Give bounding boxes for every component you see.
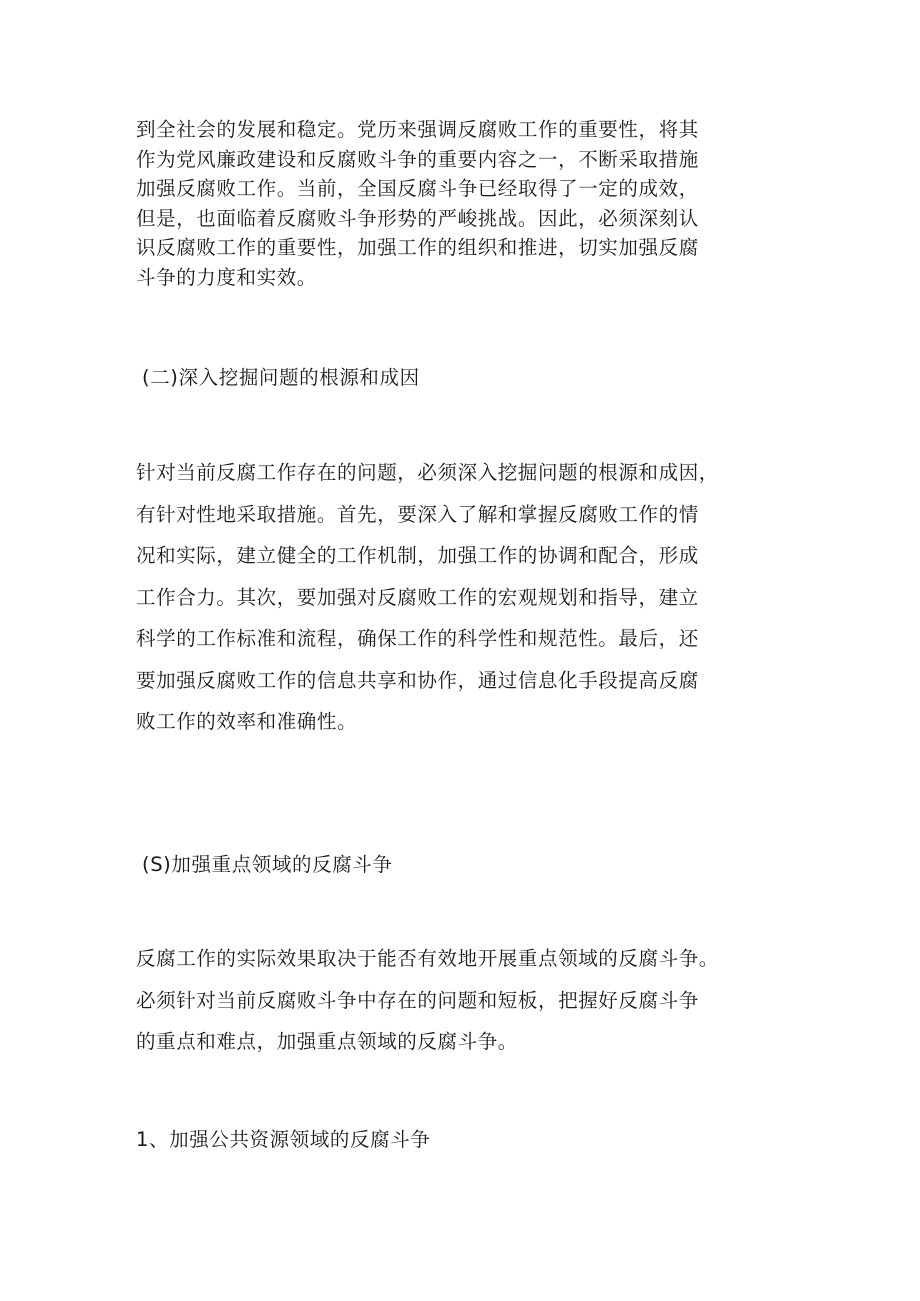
paragraph-line: 作为党风廉政建设和反腐败斗争的重要内容之一，不断采取措施 (136, 147, 699, 171)
paragraph-line: 科学的工作标准和流程，确保工作的科学性和规范性。最后，还 (136, 627, 699, 650)
paragraph-intro (136, 115, 816, 292)
paragraph-line: 有针对性地采取措施。首先，要深入了解和掌握反腐败工作的情 (136, 502, 699, 526)
subheading-1: 1、加强公共资源领域的反腐斗争 (136, 1128, 431, 1151)
paragraph-line: 斗争的力度和实效。 (136, 265, 317, 289)
paragraph-line: 针对当前反腐工作存在的问题，必须深入挖掘问题的根源和成因， (136, 461, 719, 484)
paragraph-line: 但是，也面临着反腐败斗争形势的严峻挑战。因此，必须深刻认 (136, 206, 699, 230)
paragraph-line: 反腐工作的实际效果取决于能否有效地开展重点领域的反腐斗争。 (136, 947, 719, 970)
paragraph-line: 要加强反腐败工作的信息共享和协作，通过信息化手段提高反腐 (136, 668, 699, 692)
paragraph-line: 识反腐败工作的重要性，加强工作的组织和推进，切实加强反腐 (136, 236, 699, 259)
paragraph-line: 的重点和难点，加强重点领域的反腐斗争。 (136, 1030, 518, 1053)
paragraph-line: 败工作的效率和准确性。 (136, 710, 358, 733)
paragraph-line: 到全社会的发展和稳定。党历来强调反腐败工作的重要性，将其 (136, 118, 699, 141)
paragraph-line: 加强反腐败工作。当前，全国反腐斗争已经取得了一定的成效， (136, 177, 699, 200)
paragraph-root-cause (136, 452, 816, 743)
paragraph-line: 必须针对当前反腐败斗争中存在的问题和短板，把握好反腐斗争 (136, 988, 699, 1012)
section-heading-3: (S)加强重点领域的反腐斗争 (142, 853, 393, 876)
paragraph-line: 工作合力。其次，要加强对反腐败工作的宏观规划和指导，建立 (136, 585, 699, 609)
section-heading-2: (二)深入挖掘问题的根源和成因 (142, 366, 420, 389)
paragraph-key-areas (136, 938, 816, 1063)
paragraph-line: 况和实际，建立健全的工作机制，加强工作的协调和配合，形成 (136, 544, 699, 567)
